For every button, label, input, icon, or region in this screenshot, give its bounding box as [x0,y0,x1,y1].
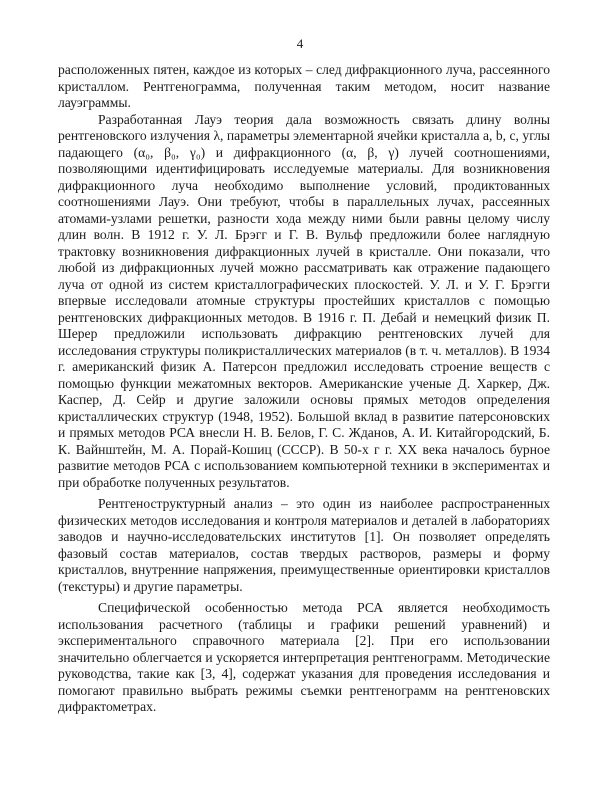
paragraph-method-specifics: Специфической особенностью метода РСА является необходимость использования расчетного (таблицы и графики решений уравнений) и экспериментального справочного материала [2]. При его использовании значительно облегчается и ускоряется интерпретация рентгенограмм. Методические руководства, такие как [3, 4], содержат указания для проведения исследования и помогают правильно выбрать режимы съемки рентгенограмм на рентгеновских дифрактометрах. [58,600,550,714]
paragraph-continuation: расположенных пятен, каждое из которых – след дифракционного луча, рассеянного кристаллом. Рентгенограмма, полученная таким методом, носит название лауэграммы. [58,62,550,110]
body-text [58,62,550,716]
paragraph-xrd-analysis: Рентгеноструктурный анализ – это один из наиболее распространенных физических методов исследования и контроля материалов и деталей в лабораториях заводов и научно-исследовательских институтов [1]. Он позволяет определять фазовый состав материалов, состав твердых растворов, размеры и форму кристаллов, внутренние напряжения, преимущественные ориентировки кристаллов (текстуры) и другие параметры. [58,496,550,594]
paragraph-laue-theory-history: Разработанная Лауэ теория дала возможность связать длину волны рентгеновского излучения λ, параметры элементарной ячейки кристалла a, b, c, углы падающего (α₀, β₀, γ₀) и дифракционного (α, β, γ) лучей соотношениями, позволяющими идентифицировать исследуемые материалы. Для возникновения дифракционного луча необходимо выполнение условий, продиктованных соотношениями Лауэ. Они требуют, чтобы в параллельных лучах, рассеянных атомами-узлами решетки, разности хода между ними были равны целому числу длин волн. В 1912 г. У. Л. Брэгг и Г. В. Вульф предложили более наглядную трактовку возникновения дифракционных лучей в кристалле. Они показали, что любой из дифракционных лучей можно рассматривать как отражение падающего луча от одной из систем кристаллографических плоскостей. У. Л. и У. Г. Брэгги впервые исследовали атомные структуры простейших кристаллов с помощью рентгеновских дифракционных методов. В 1916 г. П. Дебай и немецкий физик П. Шерер предложили использовать дифракцию рентгеновских лучей для исследования структуры поликристаллических материалов (в т. ч. металлов). В 1934 г. американский физик А. Патерсон предложил исследовать строение веществ с помощью функции межатомных векторов. Американские ученые Д. Харкер, Дж. Каспер, Д. Сейр и другие заложили основы прямых методов определения кристаллических структур (1948, 1952). Большой вклад в развитие патерсоновских и прямых методов РСА внесли Н. В. Белов, Г. С. Жданов, А. И. Китайгородский, Б. К. Вайнштейн, М. А. Порай-Кошиц (СССР). В 50-х г г. XX века началось бурное развитие методов РСА с использованием компьютерной техники в экспериментах и при обработке полученных результатов. [58,111,550,490]
page-number: 4 [296,36,304,51]
